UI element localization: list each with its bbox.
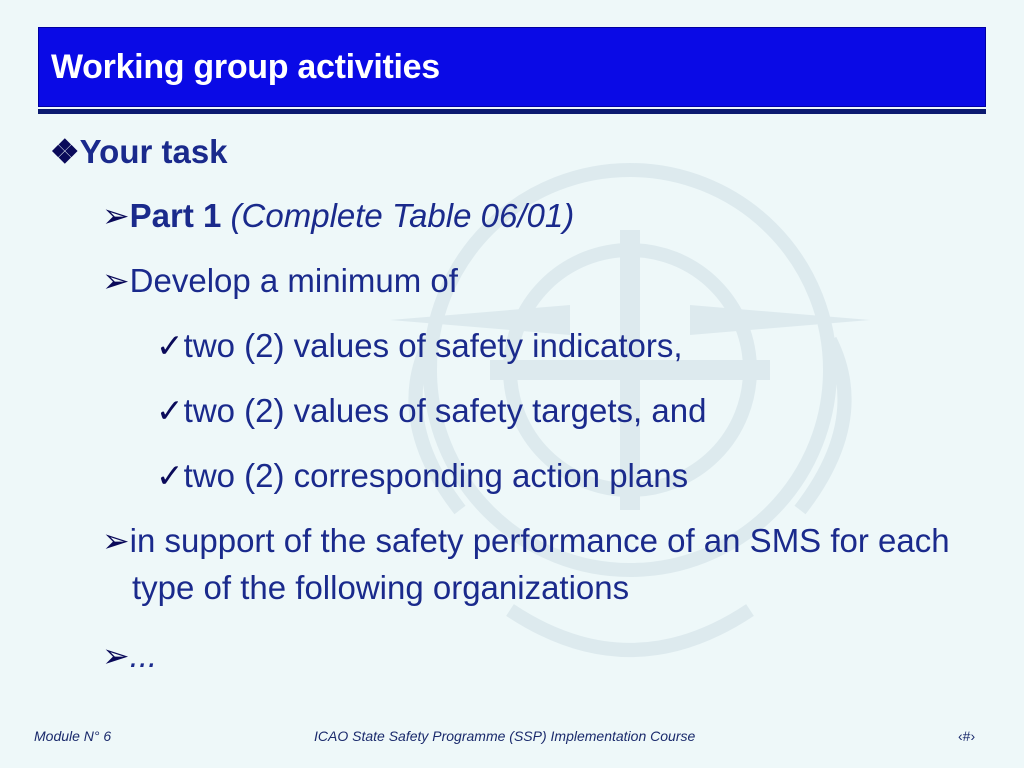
- arrow-bullet-icon: ➢: [102, 522, 130, 559]
- bullet-level2-develop: [102, 259, 458, 303]
- bullet-text: two (2) values of safety indicators,: [183, 327, 683, 364]
- bullet-level2-ellipsis: [102, 634, 157, 678]
- bullet-text: two (2) corresponding action plans: [183, 457, 689, 494]
- check-bullet-icon: ✓: [156, 457, 184, 494]
- bullet-text: type of the following organizations: [132, 569, 630, 606]
- bullet-level2-part1: [102, 194, 574, 238]
- bullet-level3-indicators: [156, 324, 683, 368]
- arrow-bullet-icon: ➢: [102, 637, 130, 674]
- arrow-bullet-icon: ➢: [102, 262, 130, 299]
- bullet-strong-text: Part 1: [129, 197, 222, 234]
- footer-slide-number: ‹#›: [958, 728, 976, 744]
- slide-title: Working group activities: [51, 48, 440, 86]
- bullet-level3-targets: [156, 389, 706, 433]
- bullet-text: in support of the safety performance of an SMS for each: [129, 522, 950, 559]
- bullet-text: ...: [129, 637, 158, 674]
- diamond-bullet-icon: ❖: [50, 133, 80, 170]
- bullet-level1-your-task: [50, 130, 228, 174]
- check-bullet-icon: ✓: [156, 327, 184, 364]
- bullet-level2-support-continued: [132, 566, 629, 610]
- check-bullet-icon: ✓: [156, 392, 184, 429]
- bullet-text: two (2) values of safety targets, and: [183, 392, 707, 429]
- footer-module: Module N° 6: [34, 728, 112, 744]
- title-underline: [38, 109, 986, 114]
- bullet-level3-action-plans: [156, 454, 688, 498]
- title-bar: [38, 27, 986, 107]
- bullet-text: Your task: [79, 133, 228, 170]
- arrow-bullet-icon: ➢: [102, 197, 130, 234]
- footer-course-title: ICAO State Safety Programme (SSP) Implementation Course: [314, 728, 696, 744]
- bullet-level2-support: [102, 519, 950, 563]
- bullet-text: Develop a minimum of: [129, 262, 458, 299]
- bullet-emph-text: (Complete Table 06/01): [230, 197, 575, 234]
